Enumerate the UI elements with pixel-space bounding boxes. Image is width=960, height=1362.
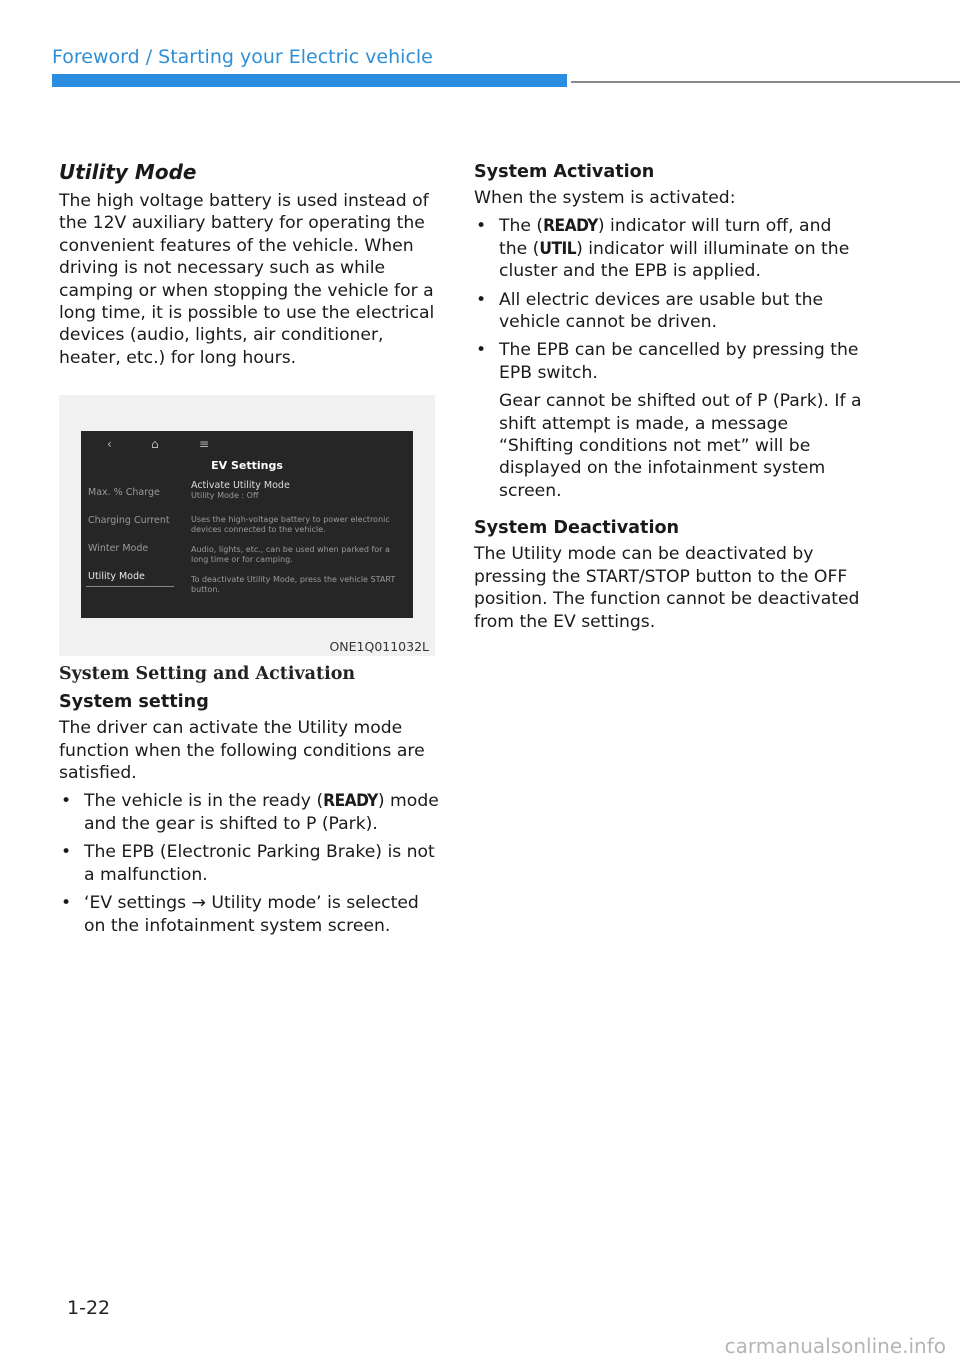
item-text: All electric devices are usable but the vehicle cannot be driven. bbox=[499, 289, 824, 333]
util-indicator-badge: UTIL bbox=[539, 238, 577, 259]
header-rule-blue bbox=[52, 74, 567, 87]
item-text: ‘EV settings → Utility mode’ is selected on the infotainment system screen. bbox=[84, 893, 419, 936]
infotainment-screen bbox=[81, 431, 413, 618]
system-setting-intro: The driver can activate the Utility mode function when the following conditions are satisfied. bbox=[59, 718, 425, 784]
ev-settings-figure bbox=[59, 395, 435, 656]
list-item: • The EPB (Electronic Parking Brake) is not a malfunction. bbox=[61, 842, 435, 885]
ready-indicator-badge: READY bbox=[543, 216, 598, 237]
utility-mode-heading: Utility Mode bbox=[59, 160, 197, 184]
item-text: ) indicator will illuminate on the cluster and the EPB is applied. bbox=[499, 238, 850, 282]
screen-detail bbox=[191, 481, 406, 595]
menu-item: Max. % Charge bbox=[88, 487, 160, 499]
item-text: The ( bbox=[499, 216, 544, 237]
deactivation-heading: System Deactivation bbox=[474, 518, 680, 539]
detail-title: Activate Utility Mode bbox=[191, 480, 290, 492]
list-item: • The EPB can be cancelled by pressing the EPB switch. Gear cannot be shifted out of P (Park). If a shift attempt is made, a message “Shifting conditions not met” will be displayed on the infotainment system screen. bbox=[474, 339, 864, 502]
deactivation-text: The Utility mode can be deactivated by pressing the START/STOP button to the OFF position. The function cannot be deactivated from the EV settings. bbox=[474, 544, 860, 632]
section-title: System Setting and Activation bbox=[59, 664, 356, 685]
item-text: The EPB (Electronic Parking Brake) is not a malfunction. bbox=[84, 842, 435, 885]
detail-text-2: Audio, lights, etc., can be used when parked for a long time or for camping. bbox=[191, 545, 390, 565]
watermark: carmanualsonline.info bbox=[724, 1334, 946, 1358]
item-text: The EPB can be cancelled by pressing the EPB switch. bbox=[499, 340, 859, 383]
menu-selection-bar bbox=[86, 586, 174, 587]
header-title: Foreword / Starting your Electric vehicle bbox=[52, 46, 433, 68]
system-setting-heading: System setting bbox=[59, 692, 209, 713]
screen-topbar bbox=[81, 437, 413, 455]
setting-conditions-list bbox=[59, 790, 439, 936]
menu-icon: ≡ bbox=[199, 437, 210, 452]
header-rule-grey bbox=[571, 81, 960, 83]
screen-menu bbox=[88, 487, 180, 599]
utility-mode-intro: The high voltage battery is used instead of the 12V auxiliary battery for operating the convenient features of the vehicle. When driving is not necessary such as while camping or when stopping the vehicle for a long time, it is possible to use the electrical devices (audio, lights, air conditioner, heater, etc.) for long hours. bbox=[59, 191, 435, 368]
left-column bbox=[59, 160, 439, 943]
ready-indicator-badge: READY bbox=[323, 791, 378, 812]
home-icon: ⌂ bbox=[151, 437, 159, 452]
activation-heading: System Activation bbox=[474, 162, 655, 182]
activation-note: Gear cannot be shifted out of P (Park). If a shift attempt is made, a message “Shifting conditions not met” will be displayed on the infotainment system screen. bbox=[499, 391, 862, 501]
page-number: 1-22 bbox=[67, 1297, 111, 1319]
menu-item: Winter Mode bbox=[88, 543, 149, 555]
item-text: ) indicator will turn off, and the ( bbox=[499, 216, 832, 259]
activation-list bbox=[474, 215, 864, 502]
item-text: The vehicle is in the ready ( bbox=[84, 791, 324, 812]
right-column bbox=[474, 160, 864, 633]
menu-item: Charging Current bbox=[88, 515, 170, 527]
detail-text-3: To deactivate Utility Mode, press the vehicle START button. bbox=[191, 575, 396, 595]
item-text: ) mode and the gear is shifted to P (Park). bbox=[84, 791, 439, 834]
figure-code: ONE1Q011032L bbox=[329, 639, 429, 655]
list-item: • The (READY) indicator will turn off, and the (UTIL) indicator will illuminate on the cluster and the EPB is applied. bbox=[476, 216, 850, 282]
menu-item-selected: Utility Mode bbox=[88, 571, 145, 583]
list-item: • All electric devices are usable but the vehicle cannot be driven. bbox=[476, 289, 824, 333]
detail-status: Utility Mode : Off bbox=[191, 491, 259, 501]
list-item: • ‘EV settings → Utility mode’ is selected on the infotainment system screen. bbox=[61, 893, 419, 936]
screen-title: EV Settings bbox=[211, 459, 283, 473]
list-item: • The vehicle is in the ready (READY) mode and the gear is shifted to P (Park). bbox=[61, 791, 439, 834]
detail-text-1: Uses the high-voltage battery to power electronic devices connected to the vehicle. bbox=[191, 515, 390, 535]
activation-intro: When the system is activated: bbox=[474, 188, 736, 208]
back-icon: ‹ bbox=[107, 437, 112, 452]
